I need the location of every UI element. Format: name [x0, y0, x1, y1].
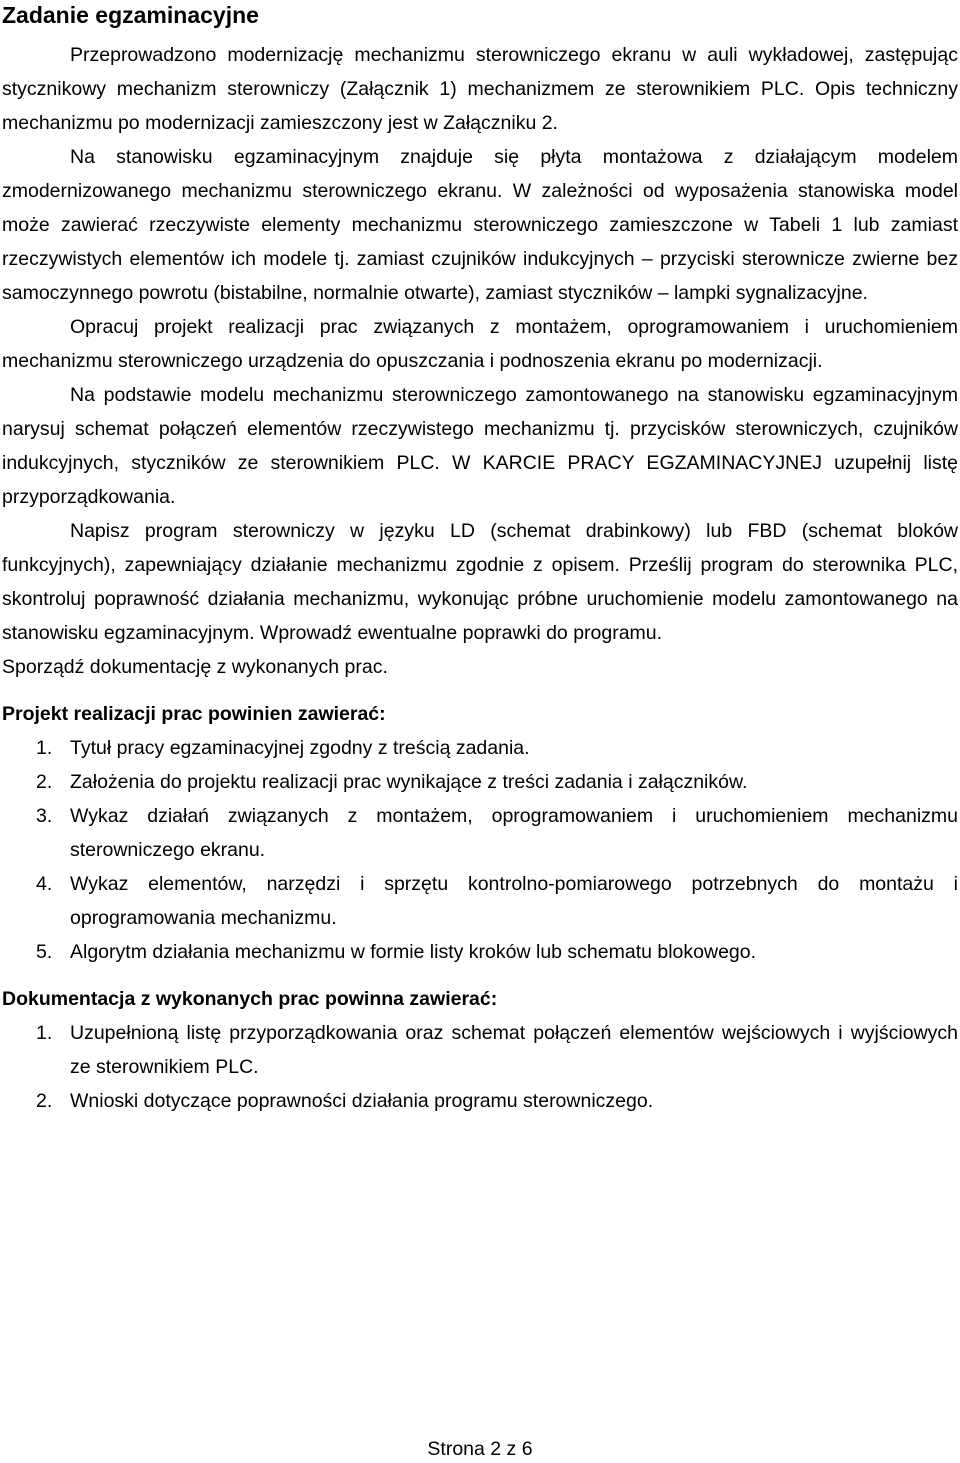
documentation-requirements-list: [2, 1016, 958, 1118]
list-item-text: Wnioski dotyczące poprawności działania programu sterowniczego.: [70, 1090, 654, 1112]
list-item-text: Wykaz działań związanych z montażem, oprogramowaniem i uruchomieniem mechanizmu sterowniczego ekranu.: [70, 805, 958, 861]
list-item: [2, 1016, 958, 1084]
paragraph-project: Opracuj projekt realizacji prac związanych z montażem, oprogramowaniem i uruchomieniem mechanizmu sterowniczego urządzenia do opuszczania i podnoszenia ekranu po modernizacji.: [2, 316, 958, 372]
list-item-number: 1.: [36, 737, 53, 759]
list-item-number: 3.: [36, 805, 53, 827]
list-item: [2, 799, 958, 867]
list-item-text: Założenia do projektu realizacji prac wynikające z treści zadania i załączników.: [70, 771, 748, 793]
list-item-text: Algorytm działania mechanizmu w formie listy kroków lub schematu blokowego.: [70, 941, 757, 963]
list-item-number: 2.: [36, 1090, 53, 1112]
list-item-number: 1.: [36, 1022, 53, 1044]
list-item: [2, 731, 958, 765]
list-item: [2, 765, 958, 799]
list-item-number: 2.: [36, 771, 53, 793]
list-item-text: Wykaz elementów, narzędzi i sprzętu kontrolno-pomiarowego potrzebnych do montażu i oprogramowania mechanizmu.: [70, 873, 958, 929]
paragraph-documentation: Sporządź dokumentację z wykonanych prac.: [2, 656, 388, 678]
list-item-text: Tytuł pracy egzaminacyjnej zgodny z treścią zadania.: [70, 737, 530, 759]
list-item: [2, 935, 958, 969]
project-requirements-list: [2, 731, 958, 969]
paragraph-workstation: Na stanowisku egzaminacyjnym znajduje się płyta montażowa z działającym modelem zmodernizowanego mechanizmu sterowniczego ekranu. W zależności od wyposażenia stanowiska model może zawierać rzeczywiste elementy mechanizmu sterowniczego zamieszczone w Tabeli 1 lub zamiast rzeczywistych elementów ich modele tj. zamiast czujników indukcyjnych – przyciski sterownicze zwierne bez samoczynnego powrotu (bistabilne, normalnie otwarte), zamiast styczników – lampki sygnalizacyjne.: [2, 146, 958, 304]
documentation-section-heading: Dokumentacja z wykonanych prac powinna zawierać:: [2, 988, 498, 1010]
list-item-number: 5.: [36, 941, 53, 963]
list-item-text: Uzupełnioną listę przyporządkowania oraz schemat połączeń elementów wejściowych i wyjściowych ze sterownikiem PLC.: [70, 1022, 958, 1078]
project-section-heading: Projekt realizacji prac powinien zawierać:: [2, 703, 386, 725]
list-item: [2, 1084, 958, 1118]
document-title: Zadanie egzaminacyjne: [2, 2, 259, 28]
task-description: [2, 38, 958, 684]
paragraph-modernization: Przeprowadzono modernizację mechanizmu sterowniczego ekranu w auli wykładowej, zastępując stycznikowy mechanizm sterowniczy (Załącznik 1) mechanizmem ze sterownikiem PLC. Opis techniczny mechanizmu po modernizacji zamieszczony jest w Załączniku 2.: [2, 44, 958, 134]
page-number: Strona 2 z 6: [427, 1438, 533, 1460]
paragraph-program: Napisz program sterowniczy w języku LD (schemat drabinkowy) lub FBD (schemat bloków funkcyjnych), zapewniający działanie mechanizmu zgodnie z opisem. Prześlij program do sterownika PLC, skontroluj poprawność działania mechanizmu, wykonując próbne uruchomienie modelu zamontowanego na stanowisku egzaminacyjnym. Wprowadź ewentualne poprawki do programu.: [2, 520, 958, 644]
paragraph-schematic: Na podstawie modelu mechanizmu sterowniczego zamontowanego na stanowisku egzaminacyjnym narysuj schemat połączeń elementów rzeczywistego mechanizmu tj. przycisków sterowniczych, czujników indukcyjnych, styczników ze sterownikiem PLC. W KARCIE PRACY EGZAMINACYJNEJ uzupełnij listę przyporządkowania.: [2, 384, 958, 508]
list-item: [2, 867, 958, 935]
list-item-number: 4.: [36, 873, 53, 895]
